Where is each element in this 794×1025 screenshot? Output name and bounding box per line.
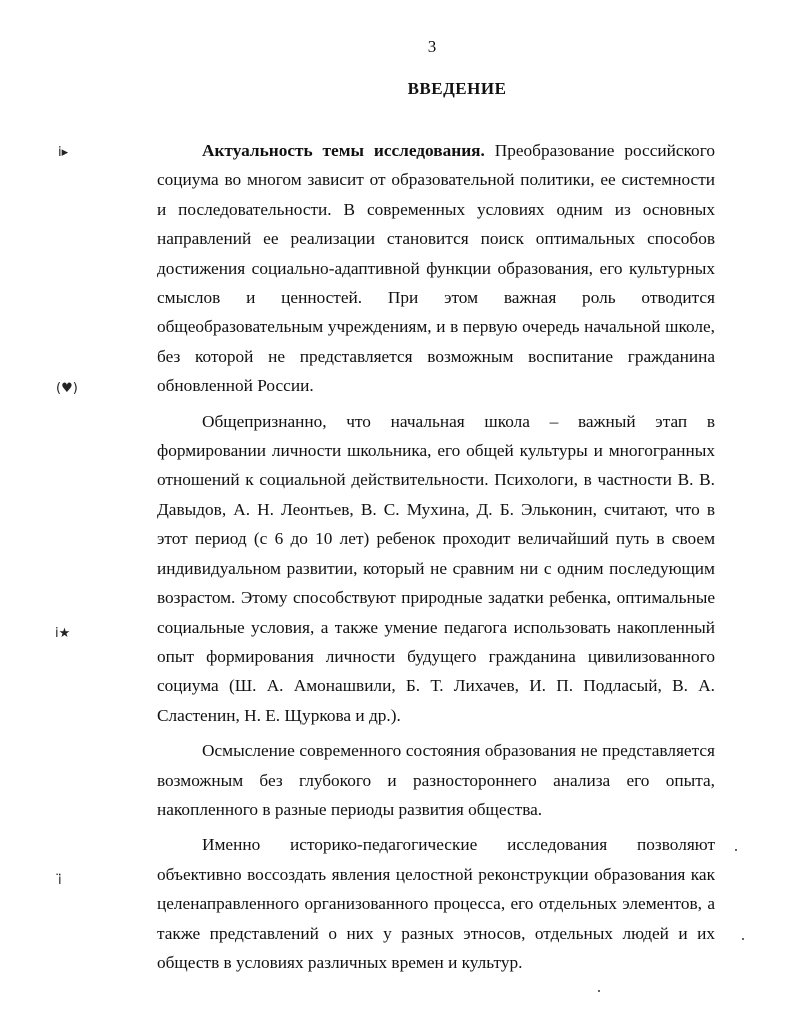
paragraph-1-text: Преобразование российского социума во многом зависит от образовательной политики, ее системности и последовательности. В современных условиях одним из основных направлений ее реализации становится поиск оптимальных способов достижения социально-адаптивной функции образования, его культурных смыслов и ценностей. При этом важная роль отводится общеобразовательным учреждениям, и в первую очередь начальной школе, без которой не представляется возможным воспитание гражданина обновленной России. bbox=[157, 141, 715, 396]
scan-speck bbox=[598, 990, 600, 992]
margin-mark-3: ⅰ★ bbox=[55, 626, 71, 641]
page-heading: ВВЕДЕНИЕ bbox=[407, 79, 507, 98]
paragraph-2: Общепризнанно, что начальная школа – важный этап в формировании личности школьника, его общей культуры и многогранных отношений к социальной действительности. Психологи, в частности В. В. Давыдов, А. Н. Леонтьев, В. С. Мухина, Д. Б. Эльконин, считают, что в этот период (с 6 до 10 лет) ребенок проходит величайший путь в своем индивидуальном развитии, который не сравним ни с одним последующим возрастом. Этому способствуют природные задатки ребенка, оптимальные социальные условия, а также умение педагога использовать накопленный опыт формирования личности будущего гражданина цивилизованного социума (Ш. А. Амонашвили, Б. Т. Лихачев, И. П. Подласый, В. А. Сластенин, Н. Е. Щуркова и др.). bbox=[157, 411, 715, 725]
scan-speck bbox=[742, 938, 744, 940]
margin-mark-1: ⅰ▸ bbox=[58, 145, 69, 160]
paragraph-1 bbox=[157, 136, 715, 401]
margin-mark-2: (♥) bbox=[56, 381, 78, 396]
paragraph-lead: Актуальность темы исследования. bbox=[202, 141, 485, 160]
scan-speck bbox=[735, 849, 737, 851]
paragraph-3: Осмысление современного состояния образования не представляется возможным без глубокого и разностороннего анализа его опыта, накопленного в разные периоды развития общества. bbox=[157, 741, 715, 819]
body-text bbox=[157, 136, 715, 983]
margin-mark-4: ⅰ̈ bbox=[58, 873, 62, 888]
paragraph-4: Именно историко-педагогические исследования позволяют объективно воссоздать явления целостной реконструкции образования как целенаправленного организованного процесса, его отдельных элементов, а также представлений о них у разных этносов, отдельных людей и их обществ в условиях различных времен и культур. bbox=[157, 835, 715, 972]
page-number: 3 bbox=[427, 37, 437, 56]
